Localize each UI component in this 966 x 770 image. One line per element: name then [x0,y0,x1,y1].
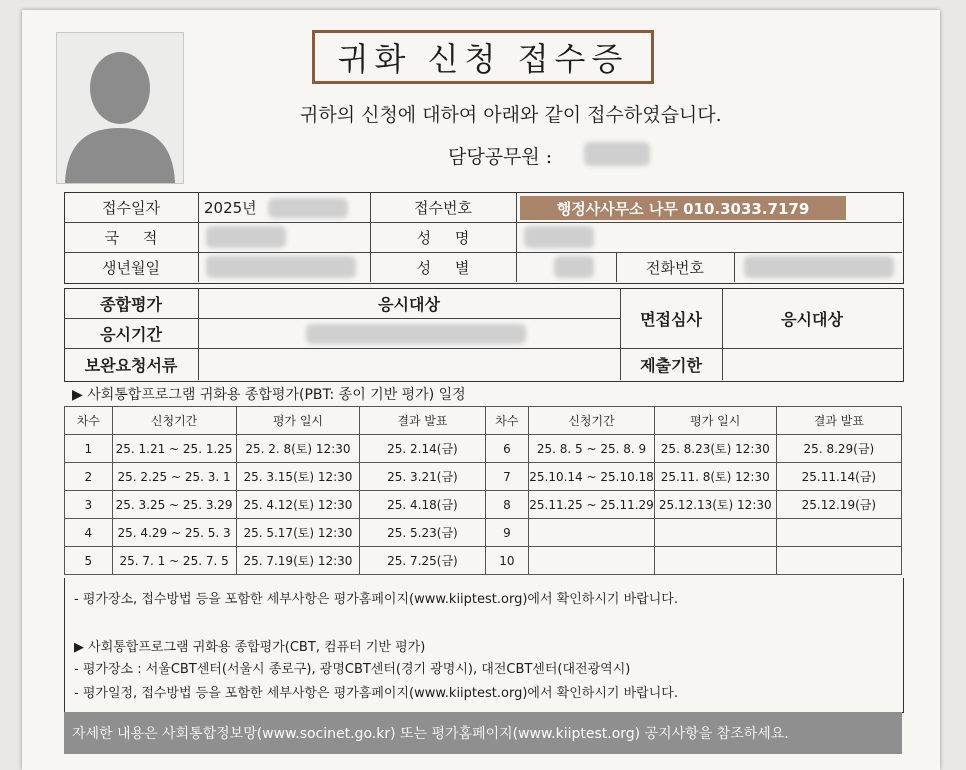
redacted-date [268,198,348,218]
table-cell: 25. 2.14(금) [360,435,485,463]
table-cell: 25.10.14 ~ 25.10.18 [529,463,655,491]
redacted-phone [744,256,894,278]
redacted-gender [554,256,594,278]
officer-label: 담당공무원 : [448,146,553,168]
table-cell: 4 [65,519,113,547]
table-row [65,519,902,547]
person-silhouette-icon [57,33,183,183]
table-row [65,435,902,463]
table-cell: 25. 4.18(금) [360,491,485,519]
table-cell: 25. 7. 1 ~ 25. 7. 5 [112,547,236,575]
table-cell: 25. 5.17(토) 12:30 [236,519,360,547]
watermark-banner: 행정사사무소 나무 010.3033.7179 [520,196,846,220]
cbt-title: ▶ 사회통합프로그램 귀화용 종합평가(CBT, 컴퓨터 기반 평가) [74,640,426,655]
header-cell: 신청기간 [529,407,655,435]
table-cell: 7 [485,463,529,491]
table-cell: 25. 8.29(금) [776,435,901,463]
page-title: 귀화 신청 접수증 [312,30,654,84]
pbt-detail-note: - 평가장소, 접수방법 등을 포함한 세부사항은 평가홈페이지(www.kiiptest.org)에서 확인하시기 바랍니다. [74,592,678,607]
table-cell [776,547,901,575]
period-label: 응시기간 [100,324,162,344]
eval-label: 종합평가 [100,294,162,314]
receipt-date-label: 접수일자 [102,198,160,217]
name-label: 성 명 [416,228,470,247]
subtitle: 귀하의 신청에 대하여 아래와 같이 접수하였습니다. [300,104,722,126]
header-cell: 평가 일시 [236,407,360,435]
nationality-label: 국 적 [104,228,158,247]
cbt-place-note: - 평가장소 : 서울CBT센터(서울시 종로구), 광명CBT센터(경기 광명시), 대전CBT센터(대전광역시) [74,662,631,677]
table-cell: 1 [65,435,113,463]
redacted-officer [584,142,650,166]
header-cell: 차수 [65,407,113,435]
table-cell: 25. 5.23(금) [360,519,485,547]
table-cell: 25.12.19(금) [776,491,901,519]
receipt-year: 2025년 [204,198,257,217]
table-cell: 5 [65,547,113,575]
table-cell: 3 [65,491,113,519]
table-cell: 25. 2.25 ~ 25. 3. 1 [112,463,236,491]
table-cell: 25. 7.25(금) [360,547,485,575]
table-row [65,463,902,491]
interview-label: 면접심사 [640,309,702,329]
table-cell: 25.12.13(토) 12:30 [654,491,776,519]
deadline-label: 제출기한 [640,355,702,375]
header-cell: 결과 발표 [360,407,485,435]
table-cell: 2 [65,463,113,491]
eval-value: 응시대상 [378,294,440,314]
table-cell: 25.11. 8(토) 12:30 [654,463,776,491]
interview-value: 응시대상 [781,309,843,329]
table-cell: 25.11.25 ~ 25.11.29 [529,491,655,519]
applicant-photo [56,32,184,184]
table-cell: 25. 4.29 ~ 25. 5. 3 [112,519,236,547]
table-cell [654,519,776,547]
header-cell: 신청기간 [112,407,236,435]
cbt-detail-note: - 평가일정, 접수방법 등을 포함한 세부사항은 평가홈페이지(www.kiiptest.org)에서 확인하시기 바랍니다. [74,686,678,701]
receipt-no-label: 접수번호 [414,198,472,217]
table-cell [529,547,655,575]
schedule-title: ▶ 사회통합프로그램 귀화용 종합평가(PBT: 종이 기반 평가) 일정 [72,387,466,403]
table-cell: 25. 3.21(금) [360,463,485,491]
table-row [65,547,902,575]
header-cell: 차수 [485,407,529,435]
table-cell: 8 [485,491,529,519]
redacted-nationality [206,226,286,248]
table-cell: 25. 8.23(토) 12:30 [654,435,776,463]
table-cell: 10 [485,547,529,575]
docs-label: 보완요청서류 [84,355,178,375]
header-cell: 결과 발표 [776,407,901,435]
table-cell: 25. 1.21 ~ 25. 1.25 [112,435,236,463]
gender-label: 성 별 [416,258,470,277]
table-cell: 25. 8. 5 ~ 25. 8. 9 [529,435,655,463]
redacted-period [306,324,526,344]
table-cell: 25.11.14(금) [776,463,901,491]
table-cell: 25. 3.15(토) 12:30 [236,463,360,491]
table-cell [776,519,901,547]
phone-label: 전화번호 [646,258,704,277]
footer-notice: 자세한 내용은 사회통합정보망(www.socinet.go.kr) 또는 평가홈페이지(www.kiiptest.org) 공지사항을 참조하세요. [64,712,902,754]
table-cell: 6 [485,435,529,463]
table-cell: 25. 3.25 ~ 25. 3.29 [112,491,236,519]
table-cell [529,519,655,547]
redacted-name [524,226,594,248]
table-cell: 25. 4.12(토) 12:30 [236,491,360,519]
table-cell: 25. 7.19(토) 12:30 [236,547,360,575]
table-cell [654,547,776,575]
schedule-table [64,406,902,575]
schedule-header-row [65,407,902,435]
header-cell: 평가 일시 [654,407,776,435]
table-row [65,491,902,519]
table-cell: 25. 2. 8(토) 12:30 [236,435,360,463]
birth-label: 생년월일 [102,258,160,277]
redacted-birth [206,256,356,278]
table-cell: 9 [485,519,529,547]
